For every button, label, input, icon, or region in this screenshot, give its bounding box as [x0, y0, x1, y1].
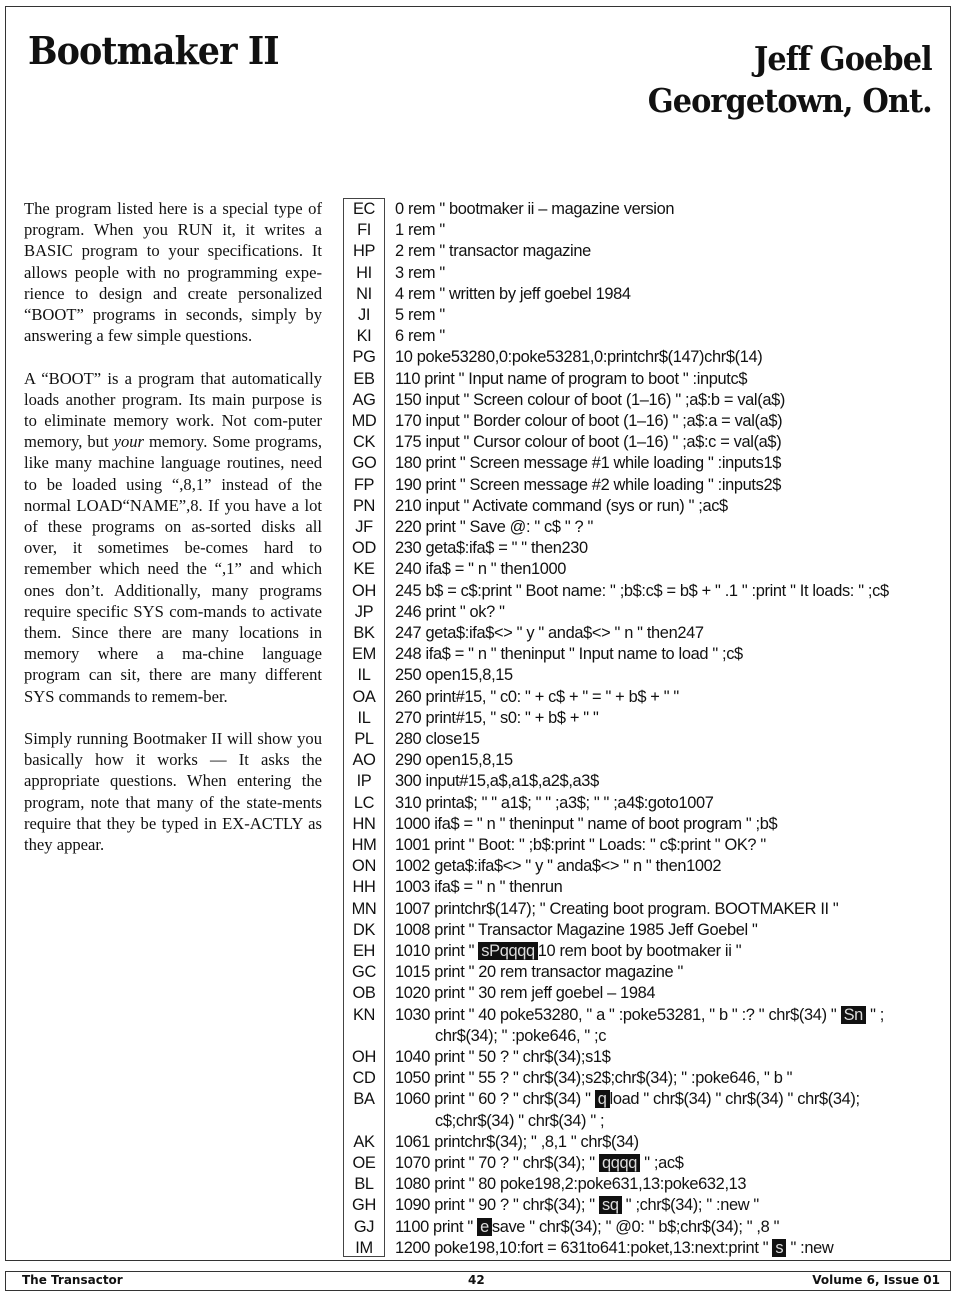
reverse-video-chars: qqqq: [599, 1154, 640, 1172]
code-text: 1050 print " 55 ? " chr$(34);s2$;chr$(34); " :poke646, " b ": [395, 1069, 793, 1088]
article-body: [24, 198, 322, 876]
checksum-code: KI: [356, 327, 372, 346]
code-text: 1090 print " 90 ? " chr$(34); " sq " ;chr$(34); " :new ": [395, 1196, 759, 1215]
code-text: 180 print " Screen message #1 while loading " :inputs1$: [395, 454, 782, 473]
checksum-code: JP: [354, 602, 374, 621]
checksum-code: BL: [354, 1175, 374, 1194]
reverse-video-chars: Sn: [841, 1006, 866, 1024]
checksum-code: BA: [353, 1090, 375, 1109]
code-text: 248 ifa$ = " n " theninput " Input name to load " ;c$: [395, 645, 743, 664]
checksum-code: HP: [352, 242, 376, 261]
checksum-code: HI: [356, 263, 372, 282]
reverse-video-chars: sq: [599, 1196, 622, 1214]
code-text: 1100 print " e save " chr$(34); " @0: " b$;chr$(34); " ,8 ": [395, 1217, 780, 1236]
code-text: 1200 poke198,10:fort = 631to641:poket,13:next:print " s " :new: [395, 1238, 834, 1257]
paragraph: Simply running Bootmaker II will show you basically how it works — It asks the appropriate questions. When entering the program, note that many of the state-ments require that they be typed in EX-ACTLY as they appear.: [24, 729, 322, 855]
checksum-code: IL: [357, 708, 371, 727]
code-text: 170 input " Border colour of boot (1–16) " ;a$:a = val(a$): [395, 412, 783, 430]
code-text: 1007 printchr$(147); " Creating boot program. BOOTMAKER II ": [395, 899, 839, 918]
code-text: 260 print#15, " c0: " + c$ + " = " + b$ + " ": [395, 687, 679, 706]
checksum-code: IL: [357, 666, 371, 685]
code-text: 1061 printchr$(34); " ,8,1 " chr$(34): [395, 1132, 639, 1151]
checksum-code: JI: [357, 306, 371, 324]
code-text: 3 rem ": [395, 263, 445, 282]
checksum-code: PL: [354, 730, 374, 748]
checksum-code: CD: [352, 1069, 376, 1088]
reverse-video-chars: q: [595, 1090, 610, 1108]
checksum-code: EM: [352, 645, 376, 664]
checksum-code: HN: [352, 814, 376, 833]
checksum-code: EH: [352, 942, 376, 960]
code-text: 175 input " Cursor colour of boot (1–16) " ;a$:c = val(a$): [395, 433, 782, 452]
code-text: 1001 print " Boot: " ;b$:print " Loads: " c$:print " OK? ": [395, 836, 766, 854]
code-text: 240 ifa$ = " n " then1000: [395, 560, 567, 579]
code-text: 280 close15: [395, 730, 480, 748]
code-text: 1010 print " sPqqqq 10 rem boot by bootmaker ii ": [395, 942, 742, 960]
checksum-code: AK: [353, 1132, 375, 1151]
checksum-code: CK: [352, 433, 376, 452]
checksum-code: OB: [352, 984, 376, 1003]
code-text: 1000 ifa$ = " n " theninput " name of boot program " ;b$: [395, 814, 778, 833]
code-text: 1020 print " 30 rem jeff goebel – 1984: [395, 984, 656, 1003]
reverse-video-chars: s: [772, 1239, 786, 1257]
code-text: 210 input " Activate command (sys or run) " ;ac$: [395, 496, 728, 515]
author-location: Georgetown, Ont.: [647, 81, 932, 120]
code-text: c$;chr$(34) " chr$(34) " ;: [435, 1111, 605, 1130]
paragraph: The program listed here is a special type of program. When you RUN it, it writes a BASIC program to your specifications. It allows people with no programming expe-rience to design and create personalized “BOOT” programs in seconds, simply by answering a few simple questions.: [24, 199, 322, 346]
checksum-code: DK: [352, 920, 376, 939]
code-text: 1002 geta$:ifa$<> " y " anda$<> " n " then1002: [395, 857, 722, 876]
footer-page-number: 42: [468, 1273, 485, 1287]
checksum-code: AO: [352, 751, 376, 770]
code-text: 220 print " Save @: " c$ " ? ": [395, 518, 593, 536]
code-text: 10 poke53280,0:poke53281,0:printchr$(147)chr$(14): [395, 348, 763, 367]
code-text: 245 b$ = c$:print " Boot name: " ;b$:c$ = b$ + " .1 " :print " It loads: " ;c$: [395, 581, 889, 600]
checksum-code: GH: [352, 1196, 376, 1215]
checksum-code: JF: [355, 518, 373, 536]
checksum-code: FI: [357, 221, 371, 240]
footer-publication: The Transactor: [22, 1273, 123, 1287]
page-footer: [5, 1271, 951, 1291]
code-text: 300 input#15,a$,a1$,a2$,a3$: [395, 772, 599, 791]
code-text: 1040 print " 50 ? " chr$(34);s1$: [395, 1048, 611, 1066]
checksum-code: MN: [351, 899, 377, 918]
code-text: 6 rem ": [395, 327, 445, 346]
code-text: 2 rem " transactor magazine: [395, 242, 591, 261]
checksum-code: BK: [353, 624, 375, 642]
checksum-code: KE: [353, 560, 375, 579]
checksum-code: OA: [352, 687, 376, 706]
code-text: 1008 print " Transactor Magazine 1985 Jeff Goebel ": [395, 920, 758, 939]
code-text: 1003 ifa$ = " n " thenrun: [395, 878, 563, 897]
code-text: 246 print " ok? ": [395, 602, 505, 621]
reverse-video-chars: sPqqqq: [478, 942, 538, 960]
checksum-code: PN: [352, 496, 376, 515]
checksum-code: OH: [352, 1048, 376, 1066]
code-text: 5 rem ": [395, 306, 445, 324]
checksum-code: GC: [352, 963, 376, 982]
checksum-code: AG: [352, 390, 376, 409]
checksum-code: EC: [352, 200, 376, 218]
checksum-code: HH: [352, 878, 376, 897]
checksum-code: KN: [352, 1005, 376, 1024]
code-text: 247 geta$:ifa$<> " y " anda$<> " n " then247: [395, 624, 704, 642]
checksum-code: IP: [356, 772, 372, 791]
checksum-code: IM: [355, 1238, 373, 1257]
code-text: 0 rem " bootmaker ii – magazine version: [395, 200, 675, 218]
code-text: 310 printa$; " " a1$; " " ;a3$; " " ;a4$:goto1007: [395, 793, 714, 812]
emphasis: your: [113, 432, 144, 452]
code-text: 1015 print " 20 rem transactor magazine ": [395, 963, 683, 982]
code-text: 110 print " Input name of program to boot " :inputc$: [395, 369, 748, 388]
code-text: 250 open15,8,15: [395, 666, 513, 685]
checksum-code: GO: [351, 454, 377, 473]
checksum-code: NI: [356, 284, 372, 303]
article-title: Bootmaker II: [28, 28, 279, 73]
author-name: Jeff Goebel: [754, 39, 932, 78]
code-text: 230 geta$:ifa$ = " " then230: [395, 539, 588, 558]
code-text: 1070 print " 70 ? " chr$(34); " qqqq " ;ac$: [395, 1154, 684, 1172]
checksum-code: OE: [352, 1154, 376, 1172]
code-text: 1080 print " 80 poke198,2:poke631,13:poke632,13: [395, 1175, 747, 1194]
paragraph: A “BOOT” is a program that automatically loads another program. Its main purpose is to eliminate memory work. Not com-puter memory, but your memory. Some programs, like many machine language routines, need to be loaded using “,8,1” instead of the normal LOAD“NAME”,8. If you have a lot of these programs on as-sorted disks all over, it sometimes be-comes hard to remember which need the “,1” and which ones don’t. Additionally, many programs require specific SYS com-mands to activate them. Since there are many locations in memory where a ma-chine language program can sit, there are many different SYS commands to remem-ber.: [24, 368, 322, 706]
code-text: 4 rem " written by jeff goebel 1984: [395, 284, 631, 303]
checksum-code: EB: [353, 369, 375, 388]
checksum-code: PG: [352, 348, 376, 367]
code-text: chr$(34); " :poke646, " ;c: [435, 1026, 607, 1045]
checksum-code: OH: [352, 581, 376, 600]
checksum-code: HM: [351, 836, 377, 854]
footer-issue: Volume 6, Issue 01: [812, 1273, 940, 1287]
code-text: 190 print " Screen message #2 while loading " :inputs2$: [395, 475, 782, 494]
code-text: 1 rem ": [395, 221, 445, 240]
reverse-video-chars: e: [477, 1218, 492, 1236]
code-text: 270 print#15, " s0: " + b$ + " ": [395, 708, 599, 727]
code-text: 1030 print " 40 poke53280, " a " :poke53281, " b " :? " chr$(34) " Sn " ;: [395, 1005, 885, 1024]
checksum-code: FP: [353, 475, 375, 494]
checksum-code: ON: [352, 857, 376, 876]
checksum-code: LC: [353, 793, 375, 812]
checksum-code: MD: [351, 412, 377, 430]
byline: [623, 38, 932, 122]
checksum-code: OD: [352, 539, 376, 558]
code-text: 1060 print " 60 ? " chr$(34) " q load " chr$(34) " chr$(34) " chr$(34);: [395, 1090, 860, 1109]
code-text: 150 input " Screen colour of boot (1–16) " ;a$:b = val(a$): [395, 390, 785, 409]
code-text: 290 open15,8,15: [395, 751, 513, 770]
checksum-code: GJ: [353, 1217, 375, 1236]
